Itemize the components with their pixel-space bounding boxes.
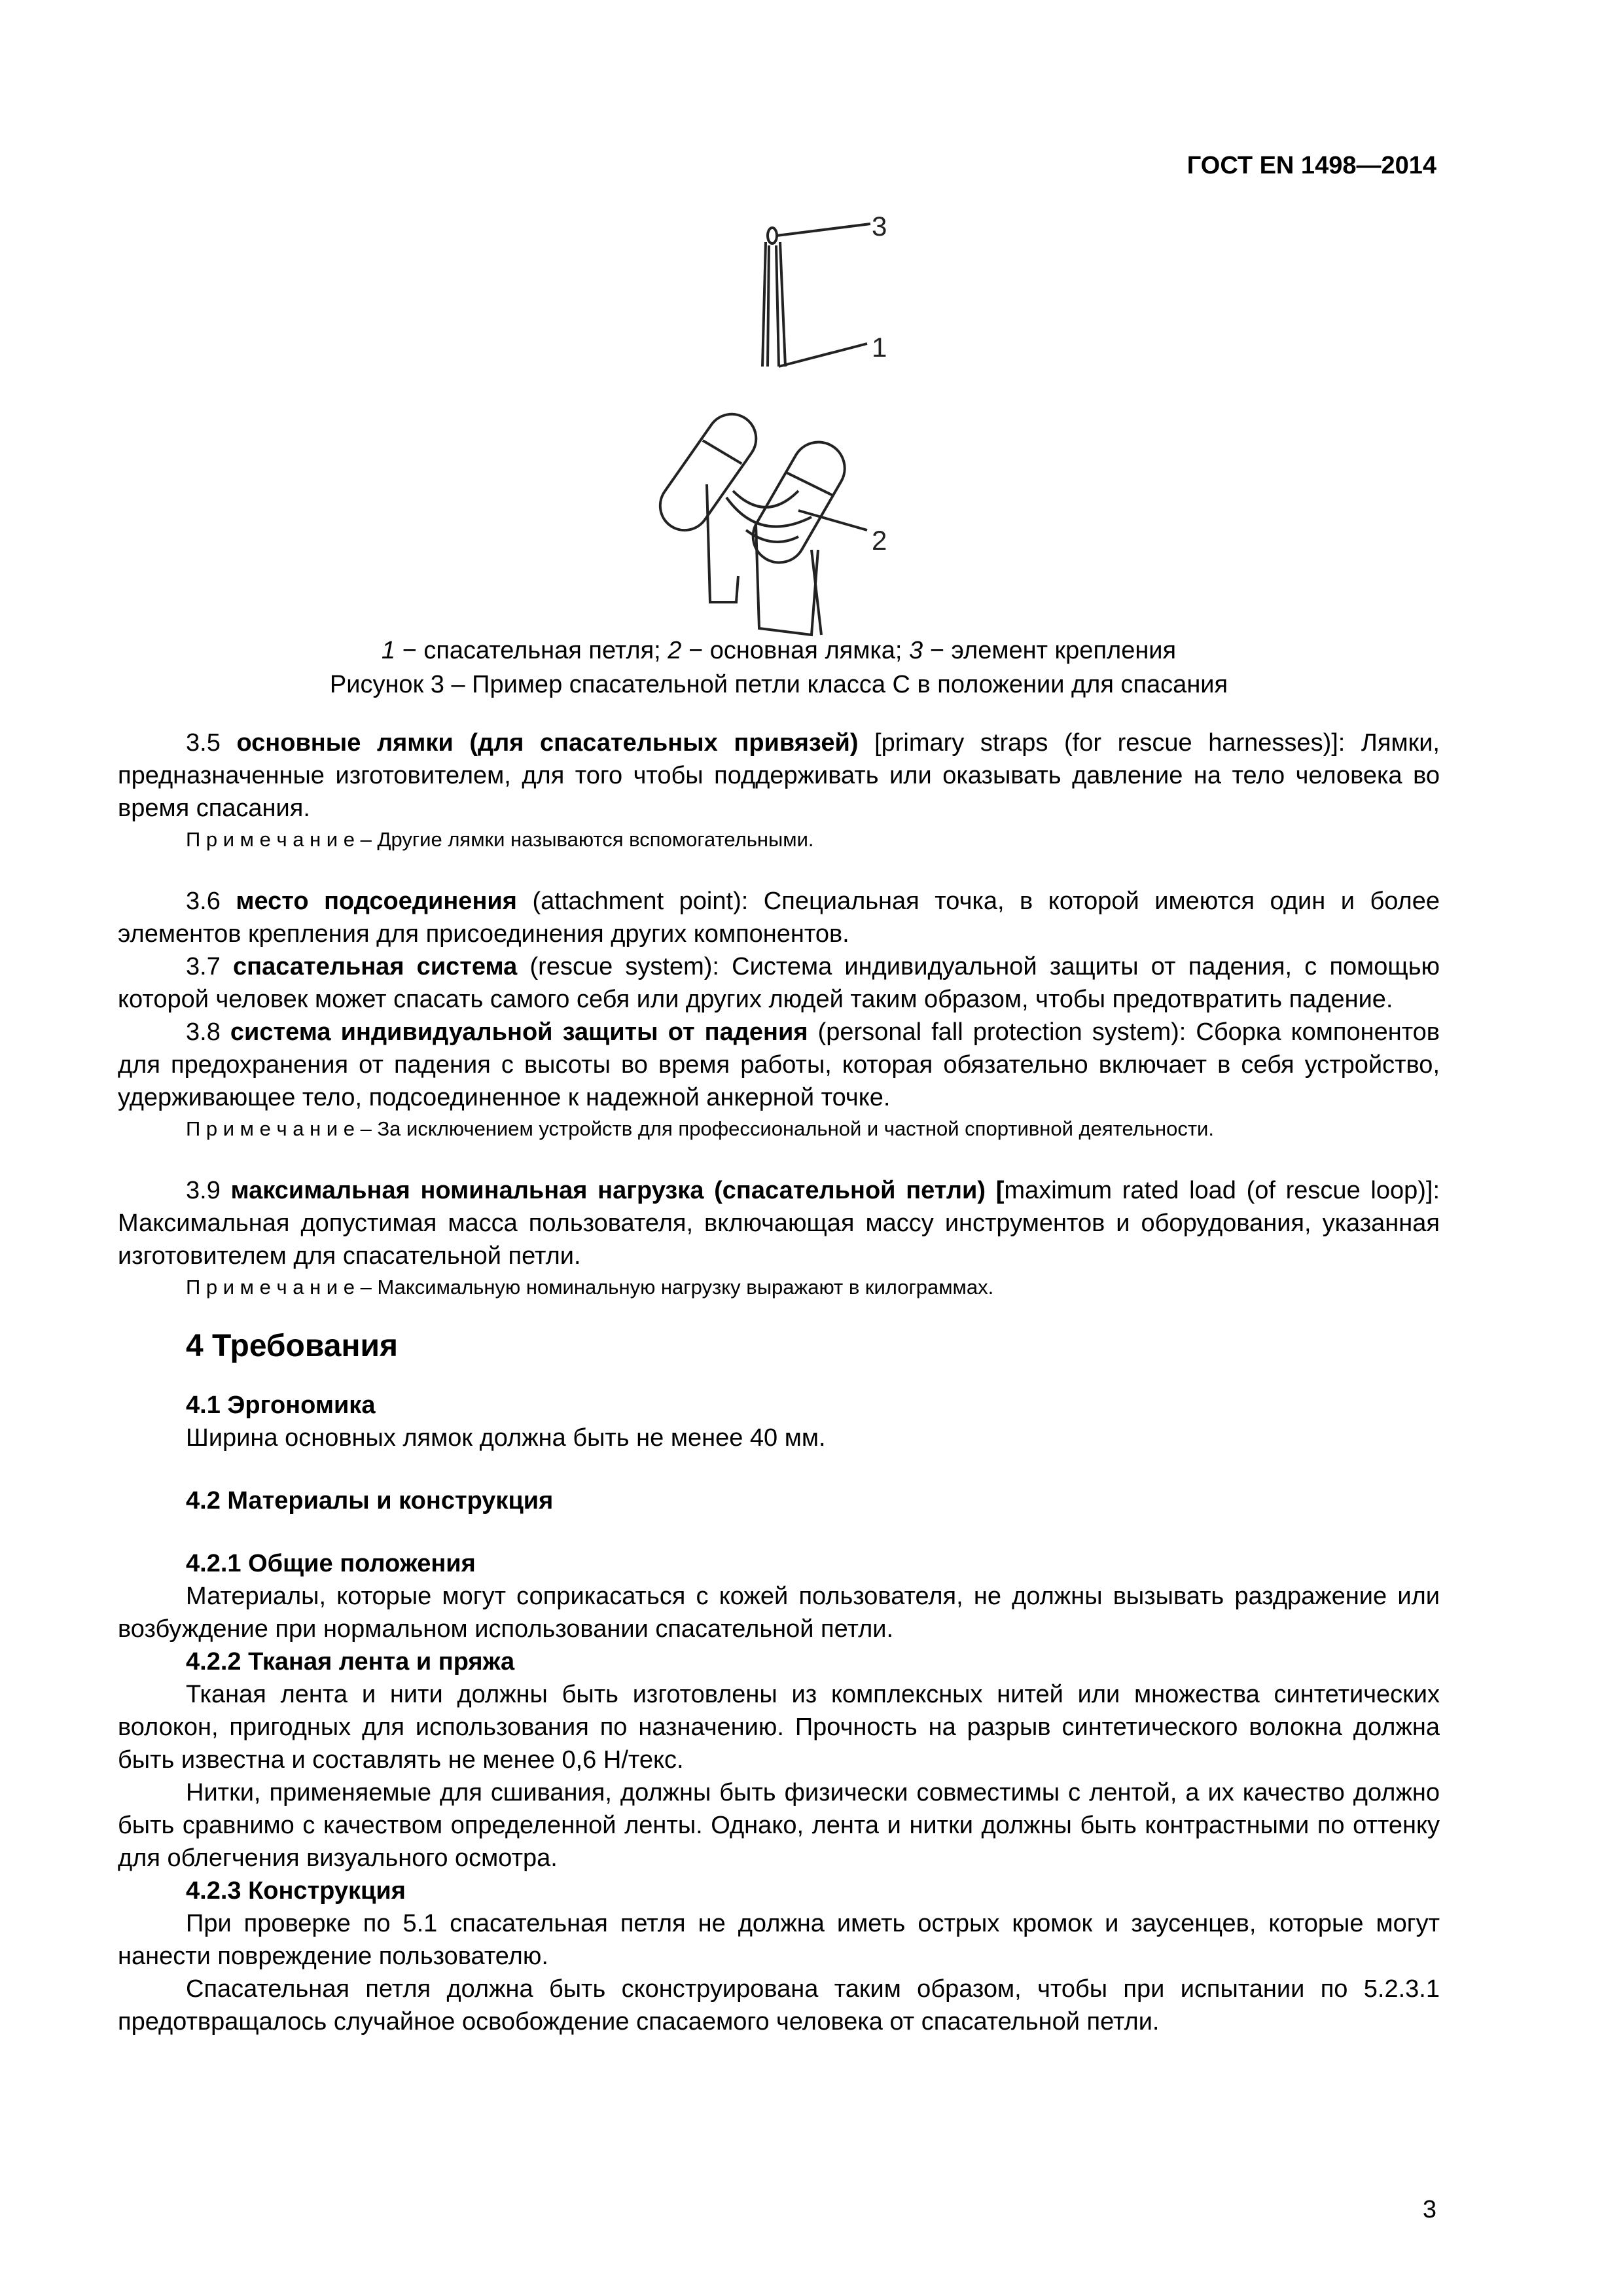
section-4-2-heading: 4.2 Материалы и конструкция: [186, 1487, 554, 1515]
note-text: – Другие лямки называются вспомогательными.: [354, 828, 814, 851]
figure-label-3: 3: [872, 211, 887, 242]
legend-text-1: − спасательная петля;: [395, 637, 668, 664]
legend-num-1: 1: [381, 637, 396, 664]
legend-text-3: − элемент крепления: [923, 637, 1177, 664]
clause-term: система индивидуальной защиты от падения: [230, 1018, 808, 1046]
clause-3-9: [118, 1174, 1440, 1272]
section-4-2-3-p1: При проверке по 5.1 спасательная петля не должна иметь острых кромок и заусенцев, которые могут нанести повреждение пользователю.: [118, 1910, 1440, 1970]
section-4-1-heading: 4.1 Эргономика: [186, 1391, 376, 1419]
section-4-2-2-heading: 4.2.2 Тканая лента и пряжа: [186, 1648, 515, 1676]
legend-num-2: 2: [668, 637, 682, 664]
note-3-9: [118, 1272, 1440, 1302]
legend-text-2: − основная лямка;: [681, 637, 910, 664]
clause-term: максимальная номинальная нагрузка (спасательной петли) [: [230, 1177, 1005, 1204]
document-body: [118, 726, 1440, 2038]
clause-3-8: [118, 1016, 1440, 1114]
clause-text: (attachment point): Специальная точка, в которой имеются один и более элементов крепления для присоединения других компонентов.: [118, 888, 1440, 948]
section-4-2-1-heading: 4.2.1 Общие положения: [186, 1550, 476, 1577]
note-label: П р и м е ч а н и е: [186, 1117, 355, 1140]
clause-3-7: [118, 950, 1440, 1016]
section-4-2-2-p2: Нитки, применяемые для сшивания, должны быть физически совместимы с лентой, а их качество должно быть сравнимо с качеством определенной ленты. Однако, лента и нитки должны быть контрастными по оттенку для облегчения визуального осмотра.: [118, 1779, 1440, 1872]
section-4-2-3-p2: Спасательная петля должна быть сконструирована таким образом, чтобы при испытании по 5.2.3.1 предотвращалось случайное освобождение спасаемого человека от спасательной петли.: [118, 1975, 1440, 2036]
clause-number: 3.7: [186, 953, 234, 980]
note-text: – Максимальную номинальную нагрузку выражают в килограммах.: [354, 1276, 994, 1299]
section-4-2-3-heading: 4.2.3 Конструкция: [186, 1877, 406, 1905]
figure-label-2: 2: [872, 525, 887, 556]
note-text: – За исключением устройств для профессиональной и частной спортивной деятельности.: [354, 1117, 1214, 1140]
note-3-5: [118, 825, 1440, 855]
clause-number: 3.5: [186, 729, 237, 757]
clause-text: [primary straps (for rescue harnesses)]: Лямки, предназначенные изготовителем, для того чтобы поддерживать или оказывать давление на тело человека во время спасания.: [118, 729, 1440, 822]
section-4-1-text: Ширина основных лямок должна быть не менее 40 мм.: [186, 1424, 826, 1452]
clause-text: (rescue system): Система индивидуальной защиты от падения, с помощью которой человек может спасать самого себя или других людей таким образом, чтобы предотвратить падение.: [118, 953, 1440, 1013]
clause-number: 3.9: [186, 1177, 231, 1204]
section-4-2-2-p1: Тканая лента и нити должны быть изготовлены из комплексных нитей или множества синтетических волокон, пригодных для использования по назначению. Прочность на разрыв синтетического волокна должна быть известна и составлять не менее 0,6 Н/текс.: [118, 1681, 1440, 1774]
note-label: П р и м е ч а н и е: [186, 828, 355, 851]
clause-number: 3.8: [186, 1018, 230, 1046]
clause-term: основные лямки (для спасательных привязей): [236, 729, 859, 757]
legend-num-3: 3: [909, 637, 923, 664]
section-4-heading: 4 Требования: [186, 1329, 398, 1363]
clause-term: спасательная система: [233, 953, 518, 980]
document-id-header: ГОСТ EN 1498—2014: [1186, 152, 1436, 179]
figure-label-1: 1: [872, 332, 887, 363]
clause-3-5: [118, 726, 1440, 825]
note-3-8: [118, 1114, 1440, 1144]
clause-number: 3.6: [186, 888, 236, 915]
figure-legend: [118, 634, 1440, 668]
page-number: 3: [1422, 2196, 1436, 2223]
figure-title: Рисунок 3 – Пример спасательной петли класса С в положении для спасания: [329, 671, 1228, 698]
figure-caption: [118, 634, 1440, 702]
rescue-loop-figure: [635, 209, 949, 648]
clause-text: maximum rated load (of rescue loop)]: Максимальная допустимая масса пользователя, включающая массу инструментов и оборудования, указанная изготовителем для спасательной петли.: [118, 1177, 1440, 1270]
section-4-2-1-text: Материалы, которые могут соприкасаться с кожей пользователя, не должны вызывать раздражение или возбуждение при нормальном использовании спасательной петли.: [118, 1583, 1440, 1643]
clause-term: место подсоединения: [236, 888, 517, 915]
clause-3-6: [118, 885, 1440, 950]
note-label: П р и м е ч а н и е: [186, 1276, 355, 1299]
clause-text: (personal fall protection system): Сборка компонентов для предохранения от падения с высоты во время работы, которая обязательно включает в себя устройство, удерживающее тело, подсоединенное к надежной анкерной точке.: [118, 1018, 1440, 1111]
